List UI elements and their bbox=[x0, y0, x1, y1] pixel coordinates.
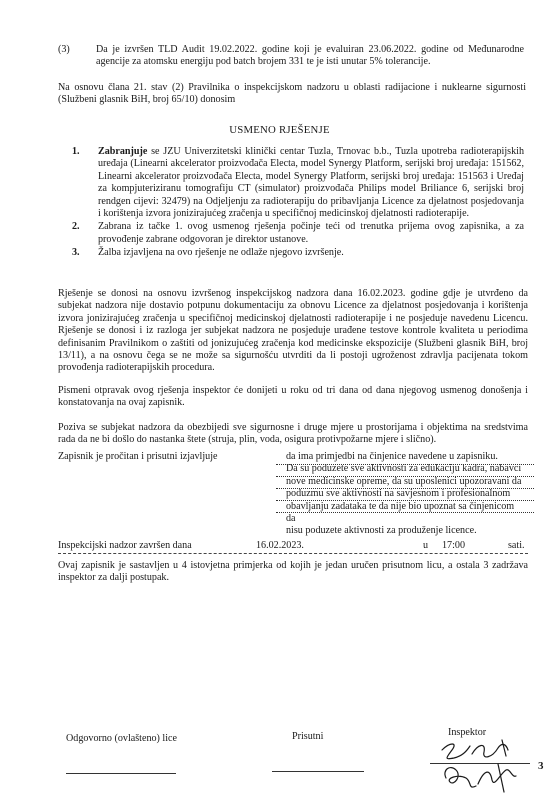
signature-label-present: Prisutni bbox=[292, 731, 324, 742]
signature-label-inspector: Inspektor bbox=[448, 727, 487, 738]
completion-unit: sati. bbox=[508, 540, 525, 551]
decision-item-lead: Zabranjuje bbox=[98, 146, 148, 157]
statement-line: Da su poduzete sve aktivnosti za edukaciju kadra, nabavci bbox=[286, 463, 522, 475]
top-item bbox=[58, 44, 524, 69]
signature-line-responsible bbox=[66, 773, 176, 774]
decision-item bbox=[72, 146, 524, 220]
decision-item-number: 1. bbox=[72, 146, 80, 157]
statement-line: obavljanju zadataka te da nije bio upoznat sa činjenicom da bbox=[286, 500, 515, 525]
page-number: 3 bbox=[538, 760, 544, 772]
completion-time: 17:00 bbox=[442, 540, 465, 551]
decision-item bbox=[72, 221, 524, 246]
completion-date: 16.02.2023. bbox=[256, 540, 304, 551]
statement-underline bbox=[276, 500, 534, 501]
legal-basis: Na osnovu člana 21. stav (2) Pravilnika o inspekcijskom nadzoru u oblasti radijacione i nuklearne sigurnosti (Službeni glasnik BiH, broj 65/10) donosim bbox=[58, 82, 526, 106]
completion-at: u bbox=[423, 540, 429, 551]
statement-underlines bbox=[276, 464, 536, 524]
top-item-marker: (3) bbox=[58, 44, 70, 55]
top-item-text: Da je izvršen TLD Audit 19.02.2022. godine koji je evaluiran 23.06.2022. godine od Međunarodne agencije za atomsku energiju pod batch brojem 331 te je isti unutar 5% tolerancije. bbox=[96, 44, 524, 68]
completion-label: Inspekcijski nadzor završen dana bbox=[58, 540, 192, 551]
statement-label: Zapisnik je pročitan i prisutni izjavljuje bbox=[58, 451, 218, 462]
written-notice-paragraph: Pismeni otpravak ovog rješenja inspektor će donijeti u roku od tri dana od dana njegovog usmenog donošenja i konstatovanja na ovaj zapisnik. bbox=[58, 385, 528, 409]
inspector-signature-image bbox=[432, 734, 528, 796]
statement-line: da ima primjedbi na činjenice navedene u zapisniku. bbox=[286, 451, 498, 462]
statement-line: nove medicinske opreme, da su uposlenici upozoravani da bbox=[286, 475, 522, 487]
statement-line: poduzmu sve aktivnosti na savjesnom i profesionalnom bbox=[286, 488, 511, 500]
statement-line: nisu poduzete aktivnosti za produženje licence. bbox=[286, 525, 477, 537]
decision-item-text: se JZU Univerzitetski klinički centar Tuzla, Trnovac b.b., Tuzla upotreba radioterapijskih uređaja (Linearni akcelerator proizvođača Electa, model Synergy Platform, serijski broj uređaja: 151562, Linearni akcelerator proizvođača Electa, model Synergy Platform, serijski broj uređaja: 151563 i Uređaj za kompjuteriziranu tomografiju CT (simulator) proizvođača Philips model Briliance 6, serijski broj rendgen cijevi: 32479) na Odjeljenju za radioterapiju do pribavljanja Licence za djelatnost posjedovanja i korištenja izvora jonizirajućeg zračenja u specifičnoj medicinskoj djelatnosti radioterapije. bbox=[98, 146, 524, 220]
decision-list bbox=[72, 146, 524, 261]
statement-underline bbox=[276, 476, 534, 477]
signature-label-responsible: Odgovorno (ovlašteno) lice bbox=[66, 733, 178, 744]
decision-item-text: Zabrana iz tačke 1. ovog usmenog rješenja počinje teći od trenutka prijema ovog zapisnika, a za provođenje zabrane odgovoran je direktor ustanove. bbox=[98, 221, 524, 245]
decision-item-number: 3. bbox=[72, 247, 80, 259]
statement-underline bbox=[276, 488, 534, 489]
statement-underline bbox=[276, 464, 534, 465]
signature-line-present bbox=[272, 771, 364, 772]
decision-title: USMENO RJEŠENJE bbox=[229, 124, 330, 136]
decision-item bbox=[72, 247, 524, 259]
statement-underline bbox=[276, 512, 534, 513]
completion-dash-line bbox=[58, 553, 528, 554]
reasoning-paragraph: Rješenje se donosi na osnovu izvršenog inspekcijskog nadzora dana 16.02.2023. godine gdje je utvrđeno da subjekat nadzora nije dostavio potpunu dokumentaciju za obnovu Licence za djelatnost posjedovanja i korištenja izvora jonizirajućeg zračenja u specifičnoj medicinskoj djelatnosti radioterapije i ne posjeduje navedenu Licencu. Rješenje se donosi i iz razloga jer subjekat nadzora ne posjeduje urađene testove kontrole kvaliteta u periodima definisanim Pravilnikom o zaštiti od jonizujućeg zračenja kod medicinske ekspozicije (Službeni glasnik BiH, broj 13/11), a na osnovu čega se ne može sa sigurnošću utvrditi da li postoji ugroženost zdravlja pacijenata tokom provođenja radioterapijskih procedura. bbox=[58, 288, 528, 374]
decision-item-number: 2. bbox=[72, 221, 80, 233]
obligation-paragraph: Poziva se subjekat nadzora da obezbijedi sve sigurnosne i druge mjere u prostorijama i objektima na sredstvima rada da ne bi došlo do nastanka štete (struja, plin, voda, osigura protivpožarne mjere i slično). bbox=[58, 422, 528, 446]
decision-item-text: Žalba izjavljena na ovo rješenje ne odlaže njegovo izvršenje. bbox=[98, 247, 344, 259]
copies-note: Ovaj zapisnik je sastavljen u 4 istovjetna primjerka od kojih je jedan uručen prisutnom licu, a ostala 3 zadržava inspektor za dalji postupak. bbox=[58, 560, 528, 584]
